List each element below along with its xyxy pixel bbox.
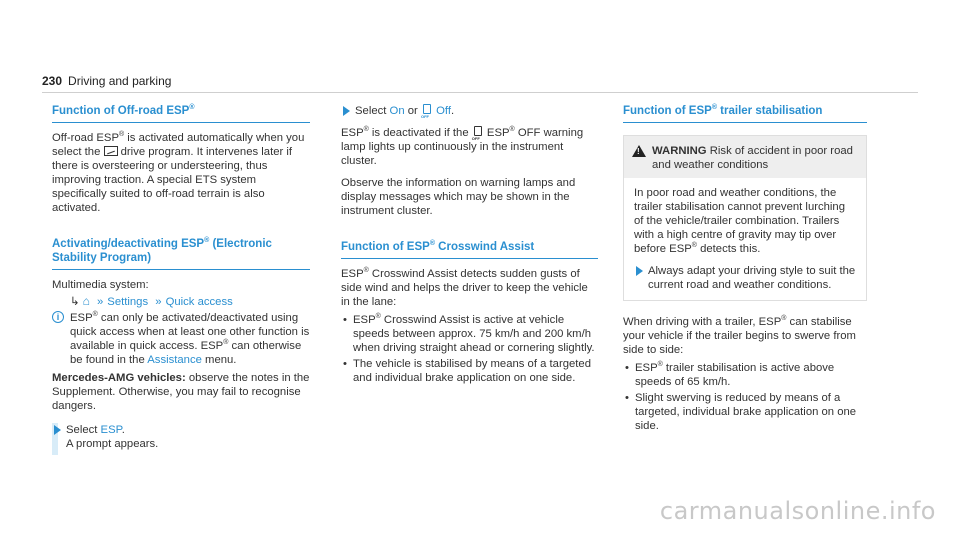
- multimedia-label: Multimedia system:: [52, 279, 149, 291]
- warning-box: [623, 135, 867, 301]
- path-settings[interactable]: Settings: [107, 296, 149, 308]
- step-select-on-off: Select On or OFF Off.: [341, 104, 598, 118]
- crosswind-para: ESP® Crosswind Assist detects sudden gusts of side wind and helps the driver to keep the vehicle in the lane:: [341, 267, 588, 308]
- step-arrow-icon: [343, 106, 350, 116]
- heading-offroad-esp: Function of Off-road ESP®: [52, 104, 310, 123]
- step-arrow-icon: [636, 266, 643, 276]
- header-divider: [42, 92, 918, 93]
- esp-off-icon: [421, 104, 433, 115]
- page-number: 230: [42, 74, 63, 88]
- list-item: • The vehicle is stabilised by means of a targeted and individual brake application on one side.: [341, 357, 598, 385]
- step-result: A prompt appears.: [66, 438, 159, 450]
- column-1: [52, 98, 310, 451]
- column-3: [623, 98, 867, 433]
- offroad-drive-icon: [104, 146, 118, 156]
- info-icon: i: [52, 311, 64, 323]
- step-arrow-icon: [54, 425, 61, 435]
- esp-off-warning-icon: [472, 126, 484, 137]
- off-option[interactable]: Off: [436, 105, 451, 117]
- heading-trailer: Function of ESP® trailer stabilisation: [623, 104, 867, 123]
- warning-step: Always adapt your driving style to suit the current road and weather conditions.: [634, 264, 856, 292]
- warning-label: WARNING: [652, 145, 707, 157]
- observe-para: Observe the information on warning lamps and display messages which may be shown in the instrument cluster.: [341, 177, 576, 217]
- step-select-esp: Select ESP. A prompt appears.: [52, 423, 310, 451]
- assistance-link[interactable]: Assistance: [147, 354, 202, 366]
- warning-triangle-icon: [632, 145, 646, 157]
- esp-deactivated-para: ESP® is deactivated if the OFF ESP® OFF warning lamp lights up continuously in the instrument cluster.: [341, 126, 598, 168]
- esp-menu-item[interactable]: ESP: [100, 424, 122, 436]
- warning-title: Risk of accident in poor road and weather conditions: [652, 145, 853, 171]
- heading-crosswind: Function of ESP® Crosswind Assist: [341, 240, 598, 259]
- list-item: • ESP® Crosswind Assist is active at vehicle speeds between approx. 75 km/h and 200 km/h when driving straight ahead or cornering slightly.: [341, 313, 598, 355]
- column-2: [341, 98, 598, 385]
- page-header: [42, 74, 171, 88]
- list-item: • ESP® trailer stabilisation is active above speeds of 65 km/h.: [623, 361, 867, 389]
- paragraph-offroad: Off-road ESP® is activated automatically when you select the drive program. It intervenes later if there is oversteering or understeering, thus improving traction. A special ETS system specifically suited to off-road terrain is also activated.: [52, 131, 305, 214]
- list-item: • Slight swerving is reduced by means of a targeted, individual brake application on one side.: [623, 391, 867, 433]
- amg-note: Mercedes-AMG vehicles: observe the notes in the Supplement. Otherwise, you may fail to recognise dangers.: [52, 372, 310, 412]
- trailer-para: When driving with a trailer, ESP® can stabilise your vehicle if the trailer begins to swerve from side to side:: [623, 315, 856, 356]
- trailer-list: [623, 361, 867, 433]
- menu-path: [52, 294, 310, 309]
- crosswind-list: [341, 313, 598, 385]
- section-title: Driving and parking: [68, 74, 172, 88]
- on-option[interactable]: On: [389, 105, 405, 117]
- warning-body: In poor road and weather conditions, the trailer stabilisation cannot prevent lurching of the vehicle/trailer combination. Trailers with a high centre of gravity may tip over before ESP® detects this. Always adapt your driving style to suit the current road and weather conditions.: [634, 187, 856, 291]
- warning-header: [624, 136, 866, 178]
- return-arrow-icon: ↳: [70, 296, 80, 308]
- path-quick-access[interactable]: Quick access: [165, 296, 233, 308]
- heading-activating-esp: Activating/deactivating ESP® (Electronic Stability Program): [52, 237, 310, 270]
- home-icon[interactable]: ⌂: [82, 294, 90, 308]
- chevron-right-icon: »: [155, 296, 162, 308]
- info-note: i ESP® can only be activated/deactivated using quick access when at least one other function is available in quick access. ESP® can otherwise be found in the Assistance menu.: [52, 311, 310, 367]
- watermark: carmanualsonline.info: [659, 497, 936, 525]
- chevron-right-icon: »: [97, 296, 104, 308]
